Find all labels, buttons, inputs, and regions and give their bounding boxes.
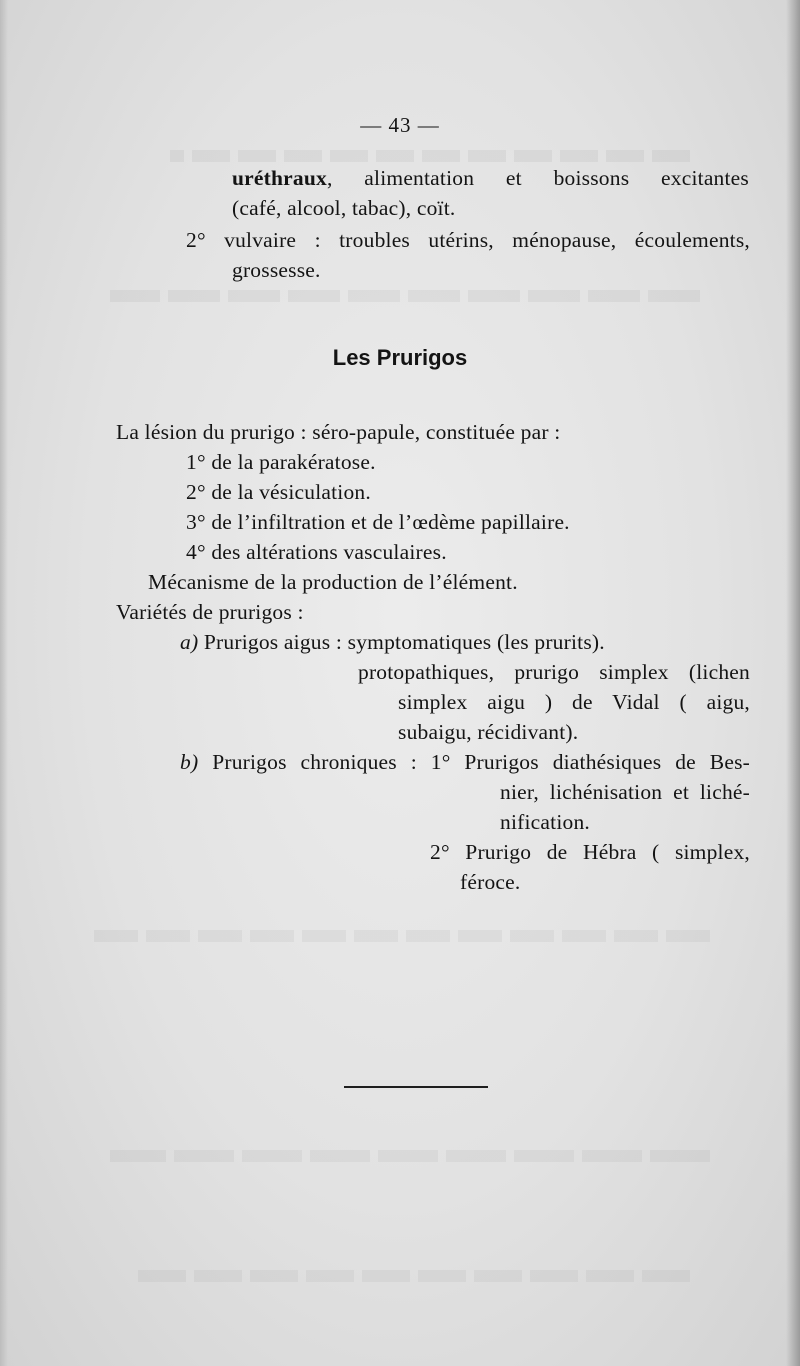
- bleed-through-texture: [90, 930, 710, 942]
- text-run: Prurigos aigus : symptomatiques (les prurits).: [203, 630, 605, 654]
- bleed-through-texture: [130, 1270, 690, 1282]
- variety-a-line: [180, 628, 605, 656]
- text-line: [232, 164, 749, 192]
- intro-line: La lésion du prurigo : séro-papule, constituée par :: [116, 420, 561, 444]
- page-edge-left: [0, 0, 8, 1366]
- variety-letter: b): [180, 750, 199, 774]
- mechanism-line: Mécanisme de la production de l’élément.: [148, 570, 518, 594]
- list-item: 3° de l’infiltration et de l’œdème papillaire.: [186, 510, 570, 534]
- variety-b-line: nier, lichénisation et liché-: [500, 780, 750, 804]
- page-edge-right: [786, 0, 800, 1366]
- section-heading: Les Prurigos: [332, 345, 468, 370]
- variety-a-line: protopathiques, prurigo simplex (lichen: [358, 660, 750, 684]
- varieties-label: Variétés de prurigos :: [116, 600, 304, 624]
- text-line: grossesse.: [232, 258, 321, 282]
- bleed-through-texture: [110, 1150, 710, 1162]
- variety-b-line: [180, 748, 750, 776]
- section-divider: [344, 1086, 488, 1088]
- variety-b-line: 2° Prurigo de Hébra ( simplex,: [430, 840, 750, 864]
- variety-a-line: subaigu, récidivant).: [398, 720, 579, 744]
- variety-b-line: féroce.: [460, 870, 521, 894]
- text-line: 2° vulvaire : troubles utérins, ménopause, écoulements,: [186, 228, 750, 252]
- text-run: , alimentation et boissons excitantes: [326, 166, 749, 190]
- list-item: 4° des altérations vasculaires.: [186, 540, 447, 564]
- variety-a-line: simplex aigu ) de Vidal ( aigu,: [398, 690, 750, 714]
- variety-b-line: nification.: [500, 810, 590, 834]
- variety-letter: a): [180, 630, 199, 654]
- page-number: — 43 —: [360, 113, 440, 137]
- text-run: Prurigos chroniques : 1° Prurigos diathésiques de Bes-: [212, 750, 750, 774]
- bleed-through-texture: [110, 290, 700, 302]
- bold-term: uréthraux: [232, 166, 327, 190]
- list-item: 2° de la vésiculation.: [186, 480, 371, 504]
- list-item: 1° de la parakératose.: [186, 450, 376, 474]
- bleed-through-texture: [170, 150, 690, 162]
- text-line: (café, alcool, tabac), coït.: [232, 196, 456, 220]
